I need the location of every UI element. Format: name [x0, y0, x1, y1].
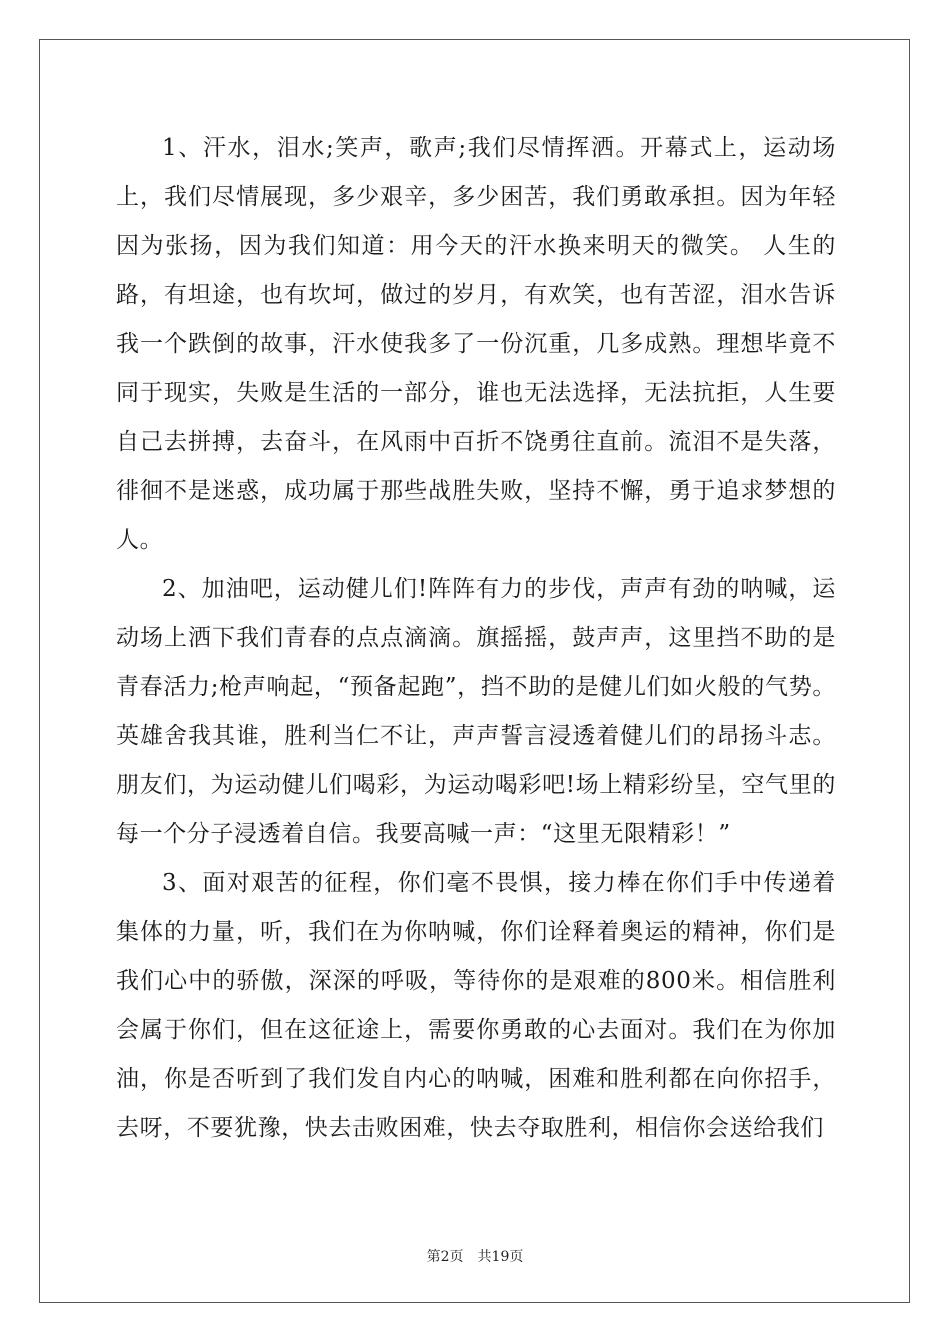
paragraph-3: 3、面对艰苦的征程，你们毫不畏惧，接力棒在你们手中传递着集体的力量，听，我们在为你呐喊，你们诠释着奥运的精神，你们是我们心中的骄傲，深深的呼吸，等待你的是艰难的800米。相信胜利会属于你们，但在这征途上，需要你勇敢的心去面对。我们在为你加油，你是否听到了我们发自内心的呐喊，困难和胜利都在向你招手，去呀，不要犹豫，快去击败困难，快去夺取胜利，相信你会送给我们 — [116, 870, 836, 1141]
paragraph-2: 2、加油吧，运动健儿们!阵阵有力的步伐，声声有劲的呐喊，运动场上洒下我们青春的点点滴滴。旗摇摇，鼓声声，这里挡不助的是青春活力;枪声响起，“预备起跑”，挡不助的是健儿们如火般的气势。英雄舍我其谁，胜利当仁不让，声声誓言浸透着健儿们的昂扬斗志。朋友们，为运动健儿们喝彩，为运动喝彩吧!场上精彩纷呈，空气里的每一个分子浸透着自信。我要高喊一声：“这里无限精彩！” — [116, 576, 836, 847]
document-body — [116, 124, 836, 1153]
page-footer — [0, 1246, 950, 1266]
paragraph-1: 1、汗水，泪水;笑声，歌声;我们尽情挥洒。开幕式上，运动场上，我们尽情展现，多少艰辛，多少困苦，我们勇敢承担。因为年轻因为张扬，因为我们知道：用今天的汗水换来明天的微笑。 人生的路，有坦途，也有坎坷，做过的岁月，有欢笑，也有苦涩，泪水告诉我一个跌倒的故事，汗水使我多了一份沉重，几多成熟。理想毕竟不同于现实，失败是生活的一部分，谁也无法选择，无法抗拒，人生要自己去拼搏，去奋斗，在风雨中百折不饶勇往直前。流泪不是失落，徘徊不是迷惑，成功属于那些战胜失败，坚持不懈，勇于追求梦想的人。 — [116, 135, 836, 553]
current-page-number: 第2页 — [426, 1249, 464, 1265]
total-page-count: 共19页 — [477, 1249, 524, 1265]
